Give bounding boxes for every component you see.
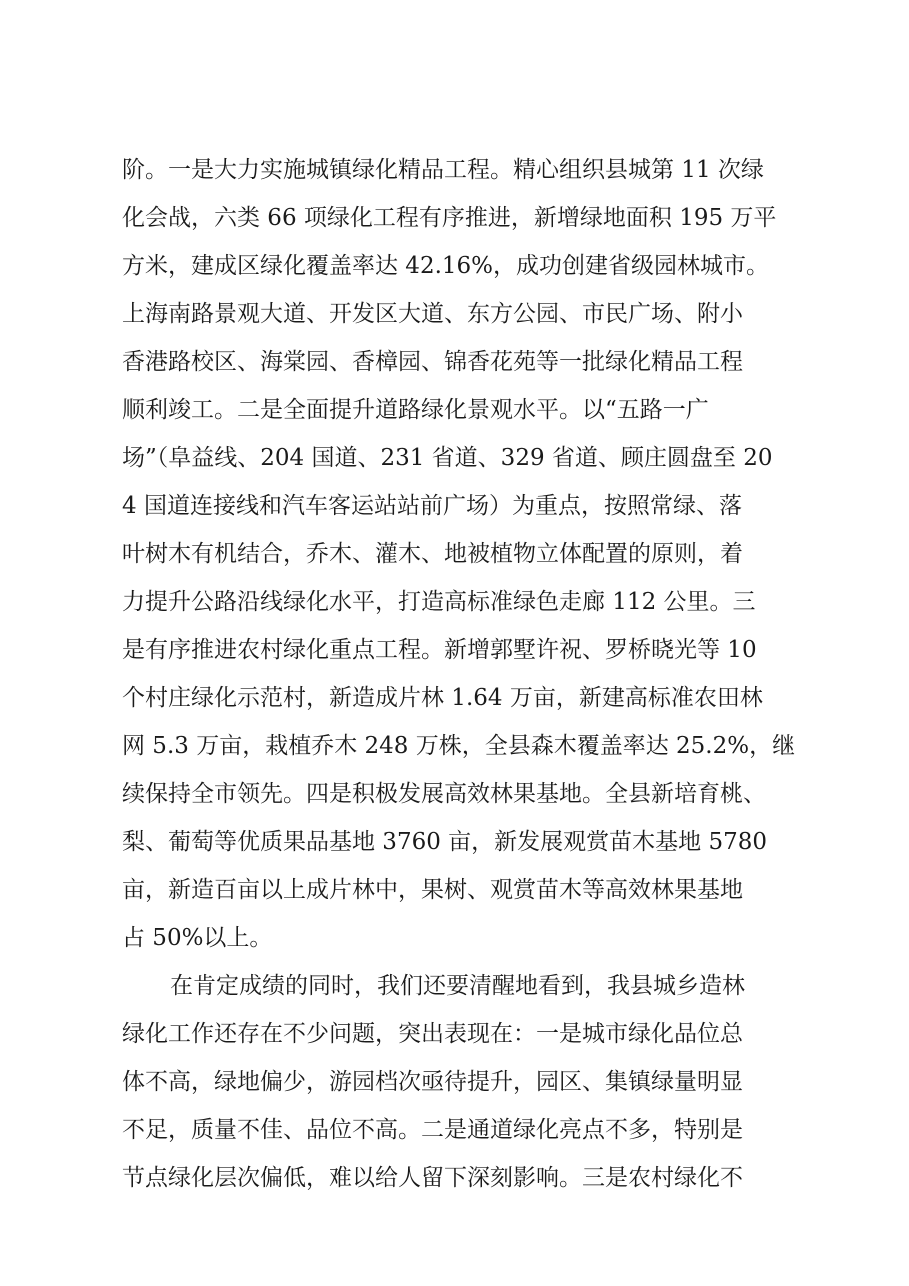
paragraph-line: 网 5.3 万亩，栽植乔木 248 万株，全县森木覆盖率达 25.2%，继 [122, 733, 796, 759]
paragraph-line: 化会战，六类 66 项绿化工程有序推进，新增绿地面积 195 万平 [122, 205, 777, 231]
paragraph-line: 个村庄绿化示范村，新造成片林 1.64 万亩，新建高标准农田林 [122, 685, 763, 711]
paragraph-line: 亩，新造百亩以上成片林中，果树、观赏苗木等高效林果基地 [122, 877, 743, 903]
paragraph-line: 方米，建成区绿化覆盖率达 42.16%，成功创建省级园林城市。 [122, 253, 770, 279]
paragraph-line: 在肯定成绩的同时，我们还要清醒地看到，我县城乡造林 [170, 973, 745, 999]
paragraph-line: 不足，质量不佳、品位不高。二是通道绿化亮点不多，特别是 [122, 1117, 743, 1143]
paragraph-line: 梨、葡萄等优质果品基地 3760 亩，新发展观赏苗木基地 5780 [122, 829, 767, 855]
paragraph-line: 4 国道连接线和汽车客运站站前广场）为重点，按照常绿、落 [122, 493, 742, 519]
paragraph-line: 顺利竣工。二是全面提升道路绿化景观水平。以“五路一广 [122, 397, 709, 423]
paragraph-line: 体不高，绿地偏少，游园档次亟待提升，园区、集镇绿量明显 [122, 1069, 743, 1095]
paragraph-line: 是有序推进农村绿化重点工程。新增郭墅许祝、罗桥晓光等 10 [122, 637, 757, 663]
paragraph-line: 叶树木有机结合，乔木、灌木、地被植物立体配置的原则，着 [122, 541, 743, 567]
paragraph-line: 阶。一是大力实施城镇绿化精品工程。精心组织县城第 11 次绿 [122, 157, 764, 183]
paragraph-line: 力提升公路沿线绿化水平，打造高标准绿色走廊 112 公里。三 [122, 589, 756, 615]
paragraph-line: 占 50%以上。 [122, 925, 273, 951]
paragraph-line: 香港路校区、海棠园、香樟园、锦香花苑等一批绿化精品工程 [122, 349, 743, 375]
paragraph-line: 场”（阜益线、204 国道、231 省道、329 省道、顾庄圆盘至 20 [122, 445, 773, 471]
paragraph-line: 上海南路景观大道、开发区大道、东方公园、市民广场、附小 [122, 301, 743, 327]
paragraph-line: 节点绿化层次偏低，难以给人留下深刻影响。三是农村绿化不 [122, 1165, 743, 1191]
paragraph-line: 续保持全市领先。四是积极发展高效林果基地。全县新培育桃、 [122, 781, 766, 807]
paragraph-line: 绿化工作还存在不少问题，突出表现在：一是城市绿化品位总 [122, 1021, 743, 1047]
